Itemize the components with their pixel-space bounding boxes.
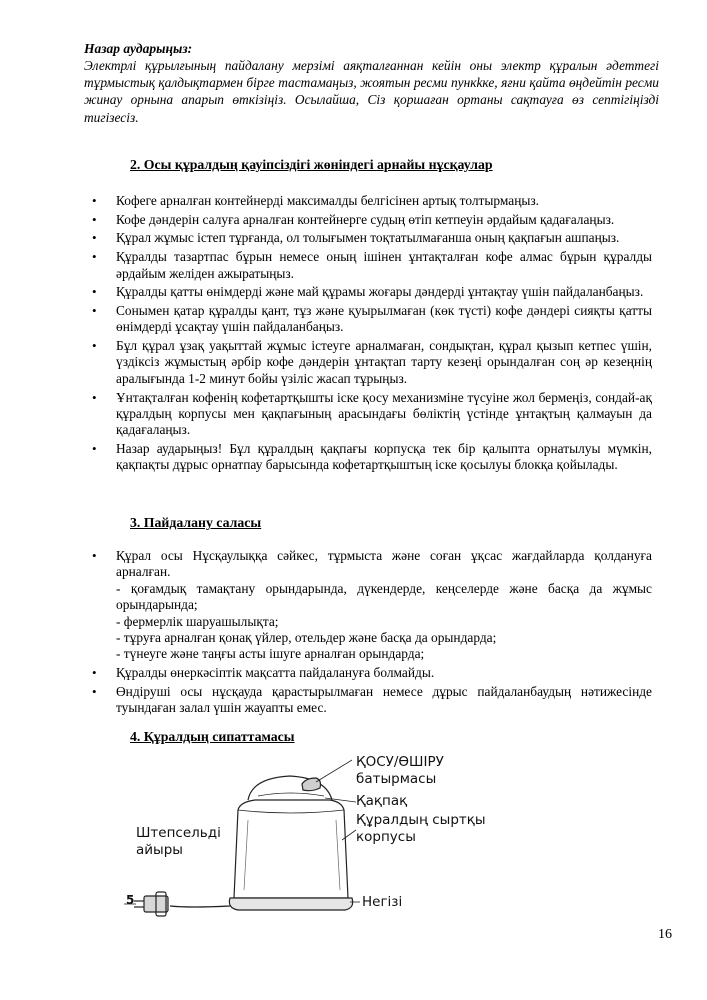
list-item [0, 548, 652, 663]
section-3-heading: 3. Пайдалану саласы [130, 515, 262, 530]
list-item: • Құралды тазартпас бұрын немесе оның ішінен ұнтақталған кофе алмас бұрын құралды әрдайым желіден ажыратыңыз. [0, 249, 652, 282]
section-4-heading: 4. Құралдың сипаттамасы [130, 729, 295, 744]
grinder-base-outline [229, 898, 352, 910]
lid-label: Қақпақ [356, 793, 408, 809]
list-item: • Сонымен қатар құралды қант, тұз және қуырылмаған (көк түсті) кофе дәндері сияқты қатты өнімдерді ұсақтау үшін пайдаланбаңыз. [0, 303, 652, 336]
power-button-label: ҚОСУ/ӨШІРУ батырмасы [356, 754, 444, 787]
list-item: • Құралды өнеркәсіптік мақсатта пайдалануға болмайды. [0, 665, 652, 681]
usage-scope-list [0, 548, 652, 719]
list-item: • Өндіруші осы нұсқауда қарастырылмаған немесе дұрыс пайдаланбаудың нәтижесінде туындаған залал үшін жауапты емес. [0, 684, 652, 717]
usage-sub-item: - түнеуге және таңғы асты ішуге арналған орындарда; [116, 646, 425, 662]
plug-label: Штепсельді айыры [136, 825, 221, 858]
usage-main-text: • Құрал осы Нұсқаулыққа сәйкес, тұрмыста және соған ұқсас жағдайларда қолдануға арналған. [116, 548, 652, 580]
power-cord [170, 906, 230, 907]
base-label: Негізі [362, 894, 403, 910]
list-item: • Бұл құрал ұзақ уақыттай жұмыс істеуге арналмаған, сондықтан, құрал қызып кетпес үшін, үздіксіз жұмыстың әрбір кофе дәндерін ұнтақтап тарту кезеңі орындалған соң әр кезеңнің аралығында 1-2 минут бойы үзіліс жасап тұрыңыз. [0, 338, 652, 387]
list-item: • Кофеге арналған контейнерді максималды белгісінен артық толтырмаңыз. [0, 193, 652, 209]
callout-number: 5 [126, 893, 135, 907]
body-label: Құралдың сыртқы корпусы [356, 812, 486, 845]
page-number: 16 [658, 927, 672, 942]
section-2-heading: 2. Осы құралдың қауіпсіздігі жөніндегі арнайы нұсқаулар [130, 157, 493, 172]
list-item: • Кофе дәндерін салуға арналған контейнерге судың өтіп кетпеуін әрдайым қадағалаңыз. [0, 212, 652, 228]
safety-instructions-list [0, 193, 652, 476]
list-item: • Құрал жұмыс істеп тұрғанда, ол толығымен тоқтатылмағанша оның қақпағын ашпаңыз. [0, 230, 652, 246]
list-item: • Құралды қатты өнімдерді және май құрамы жоғары дәндерді ұнтақтау үшін пайдаланбаңыз. [0, 284, 652, 300]
device-diagram [120, 750, 540, 920]
usage-sub-item: - фермерлік шаруашылықта; [116, 613, 279, 629]
note-title: Назар аударыңыз: [84, 41, 193, 56]
list-item: • Ұнтақталған кофенің кофетартқышты іске қосу механизміне түсуіне жол бермеңіз, сондай-ақ құралдың корпусы мен қақпағының арасындағы бөліктің үстінде ұнтақтың қалмауын да қадағалаңыз. [0, 390, 652, 439]
usage-sub-item: - тұруға арналған қонақ үйлер, отельдер және басқа да орындарда; [116, 630, 497, 646]
grinder-body-outline [234, 800, 348, 898]
note-text: Электрлі құрылғының пайдалану мерзімі аяқталғаннан кейін оны электр құралын әдеттегі тұрмыстық қалдықтармен бірге тастамаңыз, жоятын ресми пункkке, яғни қайта өңдейтін ресми жинау орнына апарып өткізіңіз. Осылайша, Сіз қоршаған ортаны сақтауға өз септігіңізді тигізесіз. [84, 58, 659, 125]
usage-sub-item: - қоғамдық тамақтану орындарында, дүкендерде, кеңселерде және басқа да жұмыс орындарында; [116, 580, 652, 613]
power-button-shape [302, 778, 321, 791]
list-item: • Назар аударыңыз! Бұл құралдың қақпағы корпусқа тек бір қалыпта орнатылуы мүмкін, қақпақты дұрыс орнатпау барысында кофетартқыштың іске қосылуы блокқа қойылады. [0, 441, 652, 474]
